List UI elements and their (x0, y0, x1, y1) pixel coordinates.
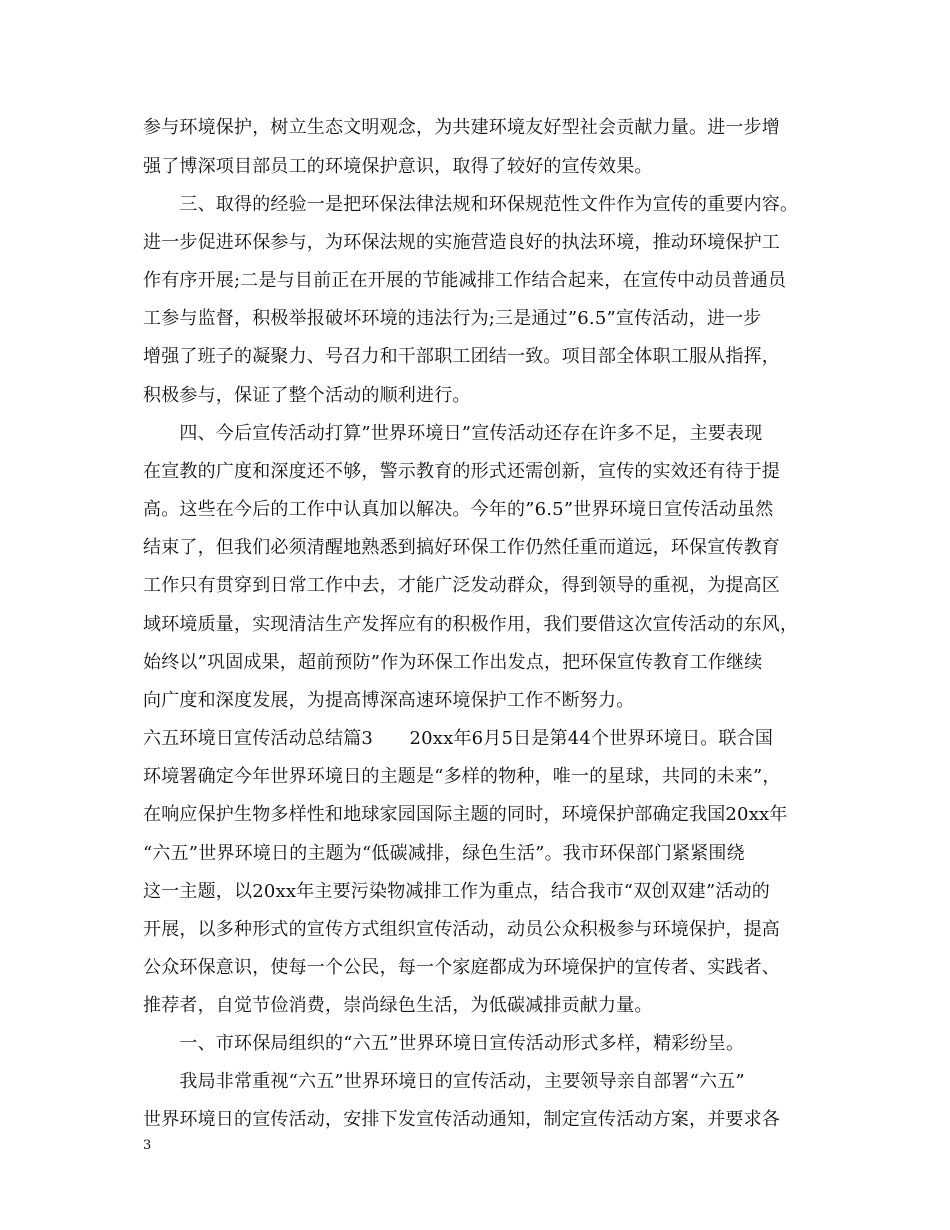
text-line: 作有序开展;二是与目前正在开展的节能减排工作结合起来，在宣传中动员普通员 (143, 270, 787, 291)
text-line: 推荐者，自觉节俭消费，崇尚绿色生活，为低碳减排贡献力量。 (143, 995, 653, 1016)
text-line: “六五”世界环境日的主题为“低碳减排，绿色生活”。我市环保部门紧紧围绕 (143, 843, 745, 864)
text-line: 工参与监督，积极举报破坏环境的违法行为;三是通过”6.5”宣传活动，进一步 (143, 308, 762, 329)
page-number: 3 (143, 1138, 152, 1153)
text-line: 世界环境日的宣传活动，安排下发宣传活动通知，制定宣传活动方案，并要求各 (143, 1109, 780, 1130)
text-line: 积极参与，保证了整个活动的顺利进行。 (143, 385, 471, 406)
text-line: 三、取得的经验一是把环保法律法规和环保规范性文件作为宣传的重要内容。 (143, 194, 799, 215)
text-line: 参与环境保护，树立生态文明观念，为共建环境友好型社会贡献力量。进一步增 (143, 117, 780, 138)
text-line: 在宣教的广度和深度还不够，警示教育的形式还需创新，宣传的实效还有待于提 (143, 461, 780, 482)
text-line: 强了博深项目部员工的环境保护意识，取得了较好的宣传效果。 (143, 156, 653, 177)
text-line: 开展，以多种形式的宣传方式组织宣传活动，动员公众积极参与环境保护，提高 (143, 919, 780, 940)
text-line: 公众环保意识，使每一个公民，每一个家庭都成为环境保护的宣传者、实践者、 (143, 957, 780, 978)
text-line: 环境署确定今年世界环境日的主题是“多样的物种，唯一的星球，共同的未来”， (143, 766, 781, 787)
text-line: 进一步促进环保参与，为环保法规的实施营造良好的执法环境，推动环境保护工 (143, 232, 780, 253)
text-line: 结束了，但我们必须清醒地熟悉到搞好环保工作仍然任重而道远，环保宣传教育 (143, 537, 780, 558)
text-line: 工作只有贯穿到日常工作中去，才能广泛发动群众，得到领导的重视，为提高区 (143, 575, 780, 596)
text-line: 四、今后宣传活动打算”世界环境日”宣传活动还存在许多不足，主要表现 (143, 423, 763, 444)
text-line: 一、市环保局组织的“六五”世界环境日宣传活动形式多样，精彩纷呈。 (143, 1033, 745, 1054)
text-line: 向广度和深度发展，为提高博深高速环境保护工作不断努力。 (143, 690, 635, 711)
section-heading-line: 六五环境日宣传活动总结篇3 20xx年6月5日是第44个世界环境日。联合国 (143, 728, 774, 749)
text-line: 域环境质量，实现清洁生产发挥应有的积极作用，我们要借这次宣传活动的东风， (143, 614, 799, 635)
text-line: 高。这些在今后的工作中认真加以解决。今年的”6.5”世界环境日宣传活动虽然 (143, 499, 774, 520)
text-line: 始终以”巩固成果，超前预防”作为环保工作出发点，把环保宣传教育工作继续 (143, 652, 763, 673)
text-line: 这一主题，以20xx年主要污染物减排工作为重点，结合我市“双创双建”活动的 (143, 881, 771, 902)
text-line: 我局非常重视“六五”世界环境日的宣传活动，主要领导亲自部署“六五” (143, 1071, 745, 1092)
text-line: 在响应保护生物多样性和地球家园国际主题的同时，环境保护部确定我国20xx年 (143, 804, 788, 825)
text-line: 增强了班子的凝聚力、号召力和干部职工团结一致。项目部全体职工服从指挥， (143, 346, 780, 367)
